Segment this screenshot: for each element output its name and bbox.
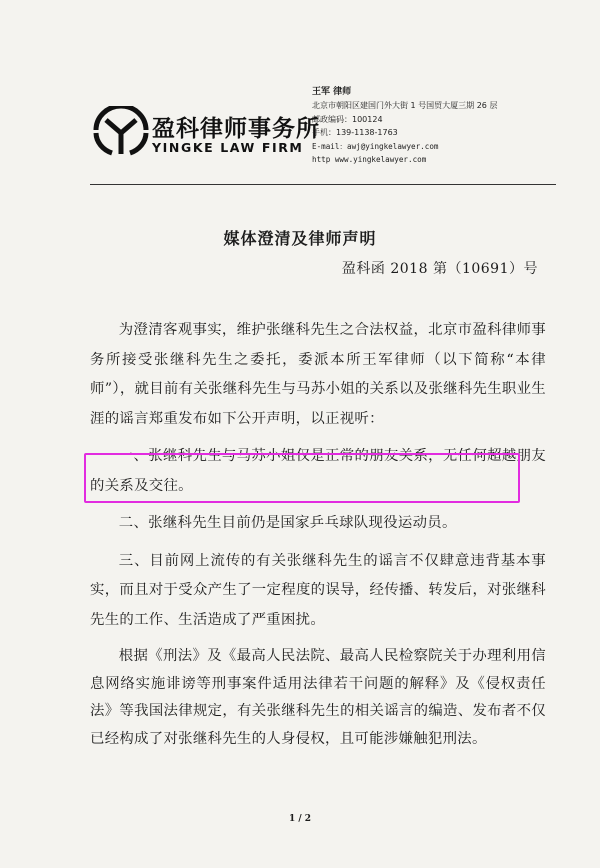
- yingke-logo-icon: [92, 106, 150, 156]
- website: http www.yingkelawyer.com: [312, 155, 427, 165]
- firm-name-chinese: 盈科律师事务所: [152, 116, 320, 142]
- document-body: [90, 316, 546, 753]
- phone: 手机：139-1138-1763: [312, 128, 398, 138]
- contact-block: [312, 86, 562, 166]
- paragraph-intro: 为澄清客观事实，维护张继科先生之合法权益，北京市盈科律师事务所接受张继科先生之委托，委派本所王军律师（以下简称“本律师”），就目前有关张继科先生与马苏小姐的关系以及张继科先生职业生涯的谣言郑重发布如下公开声明，以正视听：: [90, 322, 546, 427]
- letterhead-divider: [90, 184, 556, 185]
- page-number: 1 / 2: [288, 814, 312, 824]
- document-title: 媒体澄清及律师声明: [223, 229, 377, 248]
- paragraph-point-1: 一、张继科先生与马苏小姐仅是正常的朋友关系，无任何超越朋友的关系及交往。: [90, 448, 546, 494]
- document-number: 盈科函 2018 第（10691）号: [341, 261, 538, 277]
- postcode: 邮政编码：100124: [312, 114, 383, 124]
- lawyer-name: 王军 律师: [312, 87, 352, 97]
- paragraph-legal-basis: 根据《刑法》及《最高人民法院、最高人民检察院关于办理利用信息网络实施诽谤等刑事案件适用法律若干问题的解释》及《侵权责任法》等我国法律规定，有关张继科先生的相关谣言的编造、发布者不仅已经构成了对张继科先生的人身侵权，且可能涉嫌触犯刑法。: [90, 648, 546, 747]
- paragraph-point-3: 三、目前网上流传的有关张继科先生的谣言不仅肆意违背基本事实，而且对于受众产生了一定程度的误导，经传播、转发后，对张继科先生的工作、生活造成了严重困扰。: [90, 552, 546, 628]
- address: 北京市朝阳区建国门外大街 1 号国贸大厦三期 26 层: [312, 101, 498, 111]
- paragraph-point-2: 二、张继科先生目前仍是国家乒乓球队现役运动员。: [118, 515, 457, 531]
- highlight-box: [84, 453, 520, 503]
- email: E-mail：awj@yingkelawyer.com: [312, 141, 439, 151]
- firm-name-english: YINGKE LAW FIRM: [152, 140, 304, 155]
